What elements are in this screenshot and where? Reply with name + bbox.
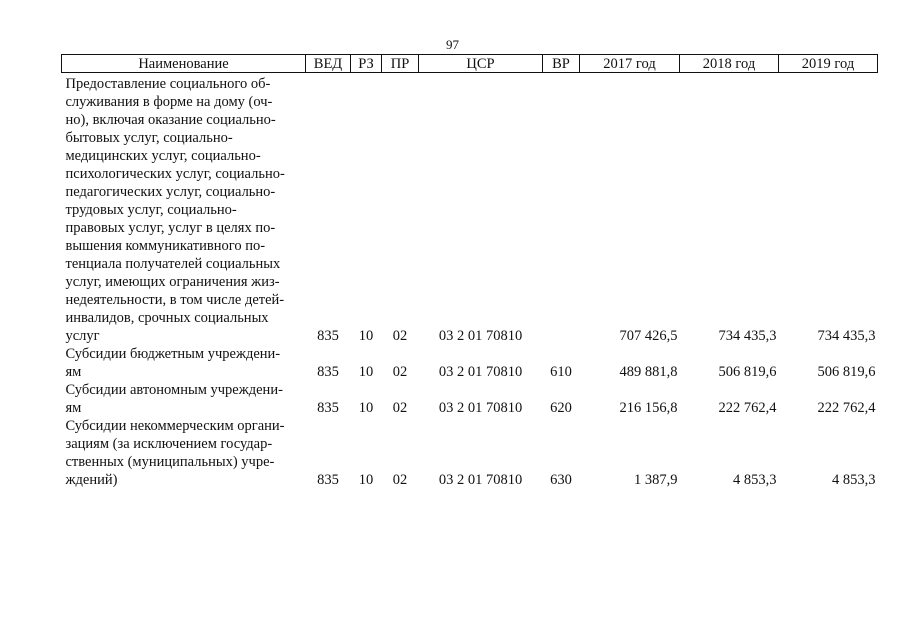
row-name: [62, 417, 306, 489]
cell-ved: 835: [317, 364, 339, 380]
cell-2017: 489 881,8: [619, 364, 678, 380]
row-name-line: трудовых услуг, социально-: [65, 202, 237, 218]
row-name-line: ждений): [65, 472, 118, 488]
row-name-line: медицинских услуг, социально-: [65, 148, 261, 164]
cell-vr: 630: [550, 472, 572, 488]
cell-vr: 610: [550, 364, 572, 380]
row-name-line: Субсидии бюджетным учреждени-: [65, 346, 281, 362]
cell-2018: 734 435,3: [718, 328, 777, 344]
row-name-line: педагогических услуг, социально-: [65, 184, 276, 200]
col-header-pr: ПР: [382, 55, 419, 73]
row-name-line: правовых услуг, услуг в целях по-: [65, 220, 276, 236]
cell-rz: 10: [358, 328, 374, 344]
cell-2017: 1 387,9: [634, 472, 678, 488]
row-name-line: услуг: [65, 328, 100, 344]
row-name-line: услуг, имеющих ограничения жиз-: [65, 274, 280, 290]
col-header-name: Наименование: [62, 55, 306, 73]
cell-pr: 02: [392, 400, 408, 416]
cell-2017: 707 426,5: [619, 328, 678, 344]
row-name-line: недеятельности, в том числе детей-: [65, 292, 285, 308]
row-name-line: Предоставление социального об-: [65, 76, 271, 92]
table-row: [62, 417, 878, 489]
col-header-ved: ВЕД: [306, 55, 351, 73]
table-header-row: [62, 55, 878, 73]
cell-2019: 506 819,6: [817, 364, 876, 380]
col-header-2017: 2017 год: [580, 55, 680, 73]
row-name-line: инвалидов, срочных социальных: [65, 310, 269, 326]
cell-ved: 835: [317, 472, 339, 488]
col-header-2018: 2018 год: [680, 55, 779, 73]
cell-pr: 02: [392, 472, 408, 488]
cell-rz: 10: [358, 472, 374, 488]
row-name-line: но), включая оказание социально-: [65, 112, 276, 128]
cell-rz: 10: [358, 400, 374, 416]
row-name: [62, 345, 306, 381]
cell-2019: 734 435,3: [817, 328, 876, 344]
row-name: [62, 381, 306, 417]
col-header-csr: ЦСР: [419, 55, 543, 73]
page-number: 97: [446, 37, 459, 52]
cell-vr: [543, 73, 580, 346]
row-name-line: ям: [65, 364, 82, 380]
table-row: [62, 345, 878, 381]
row-name-line: вышения коммуникативного по-: [65, 238, 266, 254]
cell-2017: 216 156,8: [619, 400, 678, 416]
row-name-line: Субсидии автономным учреждени-: [65, 382, 283, 398]
row-name-line: Субсидии некоммерческим органи-: [65, 418, 285, 434]
col-header-rz: РЗ: [351, 55, 382, 73]
cell-2018: 506 819,6: [718, 364, 777, 380]
row-name-line: психологических услуг, социально-: [65, 166, 285, 182]
cell-ved: 835: [317, 400, 339, 416]
cell-2018: 4 853,3: [733, 472, 777, 488]
cell-csr: 03 2 01 70810: [438, 472, 523, 488]
cell-2019: 222 762,4: [817, 400, 876, 416]
cell-2019: 4 853,3: [832, 472, 876, 488]
budget-table: [61, 54, 878, 489]
row-name-line: ственных (муниципальных) учре-: [65, 454, 275, 470]
row-name-line: тенциала получателей социальных: [65, 256, 281, 272]
cell-2018: 222 762,4: [718, 400, 777, 416]
row-name: [62, 73, 306, 346]
cell-rz: 10: [358, 364, 374, 380]
cell-csr: 03 2 01 70810: [438, 400, 523, 416]
cell-csr: 03 2 01 70810: [438, 328, 523, 344]
row-name-line: служивания в форме на дому (оч-: [65, 94, 273, 110]
row-name-line: ям: [65, 400, 82, 416]
col-header-vr: ВР: [543, 55, 580, 73]
cell-ved: 835: [317, 328, 339, 344]
table-row: [62, 73, 878, 346]
row-name-line: бытовых услуг, социально-: [65, 130, 233, 146]
cell-csr: 03 2 01 70810: [438, 364, 523, 380]
cell-pr: 02: [392, 328, 408, 344]
row-name-line: зациям (за исключением государ-: [65, 436, 273, 452]
table-row: [62, 381, 878, 417]
col-header-2019: 2019 год: [779, 55, 878, 73]
cell-pr: 02: [392, 364, 408, 380]
cell-vr: 620: [550, 400, 572, 416]
